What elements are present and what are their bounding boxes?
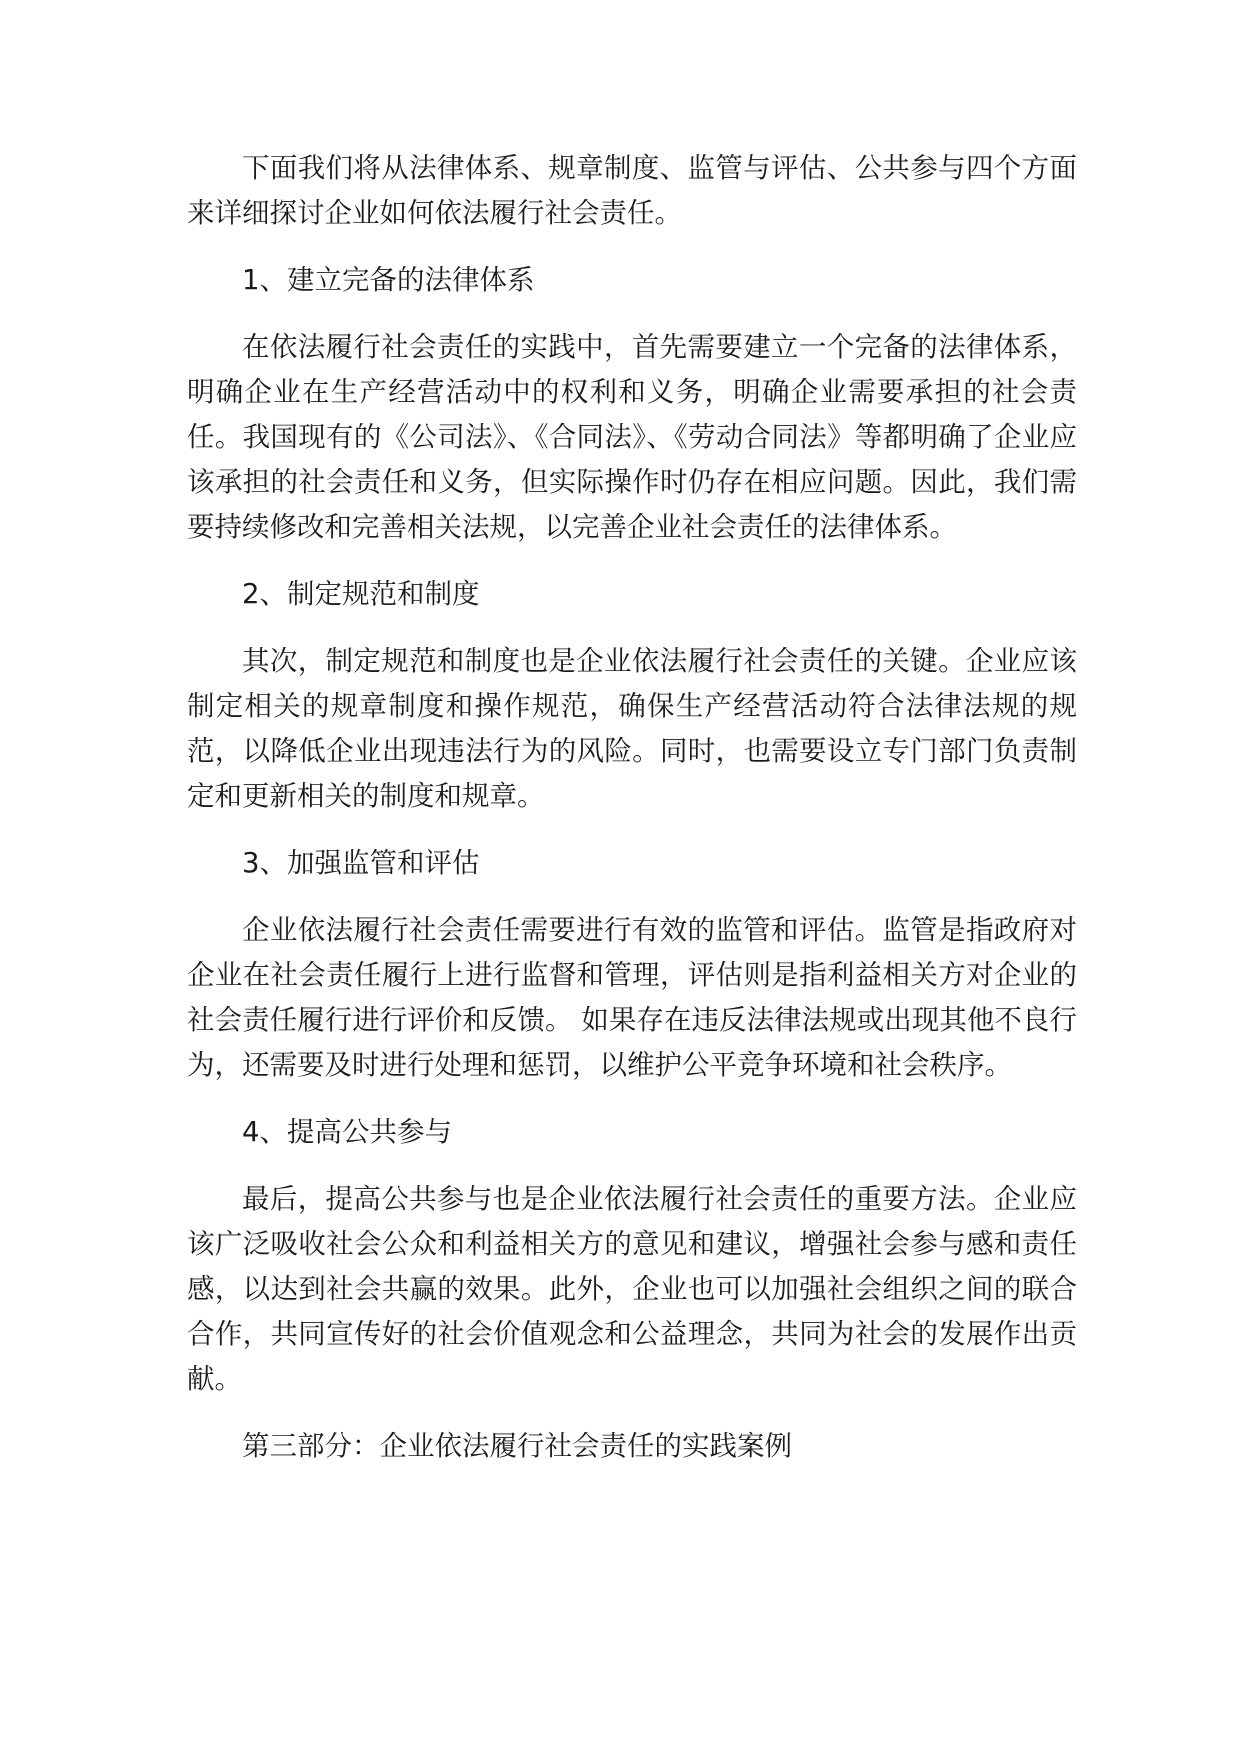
legal-system-paragraph: 在依法履行社会责任的实践中，首先需要建立一个完备的法律体系，明确企业在生产经营活动中的权利和义务，明确企业需要承担的社会责任。我国现有的《公司法》、《合同法》、《劳动合同法》等都明确了企业应该承担的社会责任和义务，但实际操作时仍存在相应问题。因此，我们需要持续修改和完善相关法规，以完善企业社会责任的法律体系。 bbox=[187, 331, 1077, 543]
supervision-paragraph: 企业依法履行社会责任需要进行有效的监管和评估。监管是指政府对企业在社会责任履行上进行监督和管理，评估则是指利益相关方对企业的社会责任履行进行评价和反馈。 如果存在违反法律法规或出现其他不良行为，还需要及时进行处理和惩罚，以维护公平竞争环境和社会秩序。 bbox=[187, 914, 1077, 1081]
public-participation-paragraph: 最后，提高公共参与也是企业依法履行社会责任的重要方法。企业应该广泛吸收社会公众和利益相关方的意见和建议，增强社会参与感和责任感，以达到社会共赢的效果。此外，企业也可以加强社会组织之间的联合合作，共同宣传好的社会价值观念和公益理念，共同为社会的发展作出贡献。 bbox=[187, 1183, 1077, 1395]
section-heading-legal-system: 1、建立完备的法律体系 bbox=[242, 264, 535, 296]
intro-paragraph: 下面我们将从法律体系、规章制度、监管与评估、公共参与四个方面来详细探讨企业如何依法履行社会责任。 bbox=[187, 152, 1077, 229]
document-page bbox=[187, 146, 1077, 1491]
section-heading-rules: 2、制定规范和制度 bbox=[242, 578, 480, 610]
section-heading-public-participation: 4、提高公共参与 bbox=[242, 1116, 452, 1148]
section-heading-supervision: 3、加强监管和评估 bbox=[242, 847, 480, 879]
part-three-heading: 第三部分：企业依法履行社会责任的实践案例 bbox=[242, 1430, 792, 1462]
rules-paragraph: 其次，制定规范和制度也是企业依法履行社会责任的关键。企业应该制定相关的规章制度和操作规范，确保生产经营活动符合法律法规的规范，以降低企业出现违法行为的风险。同时，也需要设立专门部门负责制定和更新相关的制度和规章。 bbox=[187, 645, 1077, 812]
